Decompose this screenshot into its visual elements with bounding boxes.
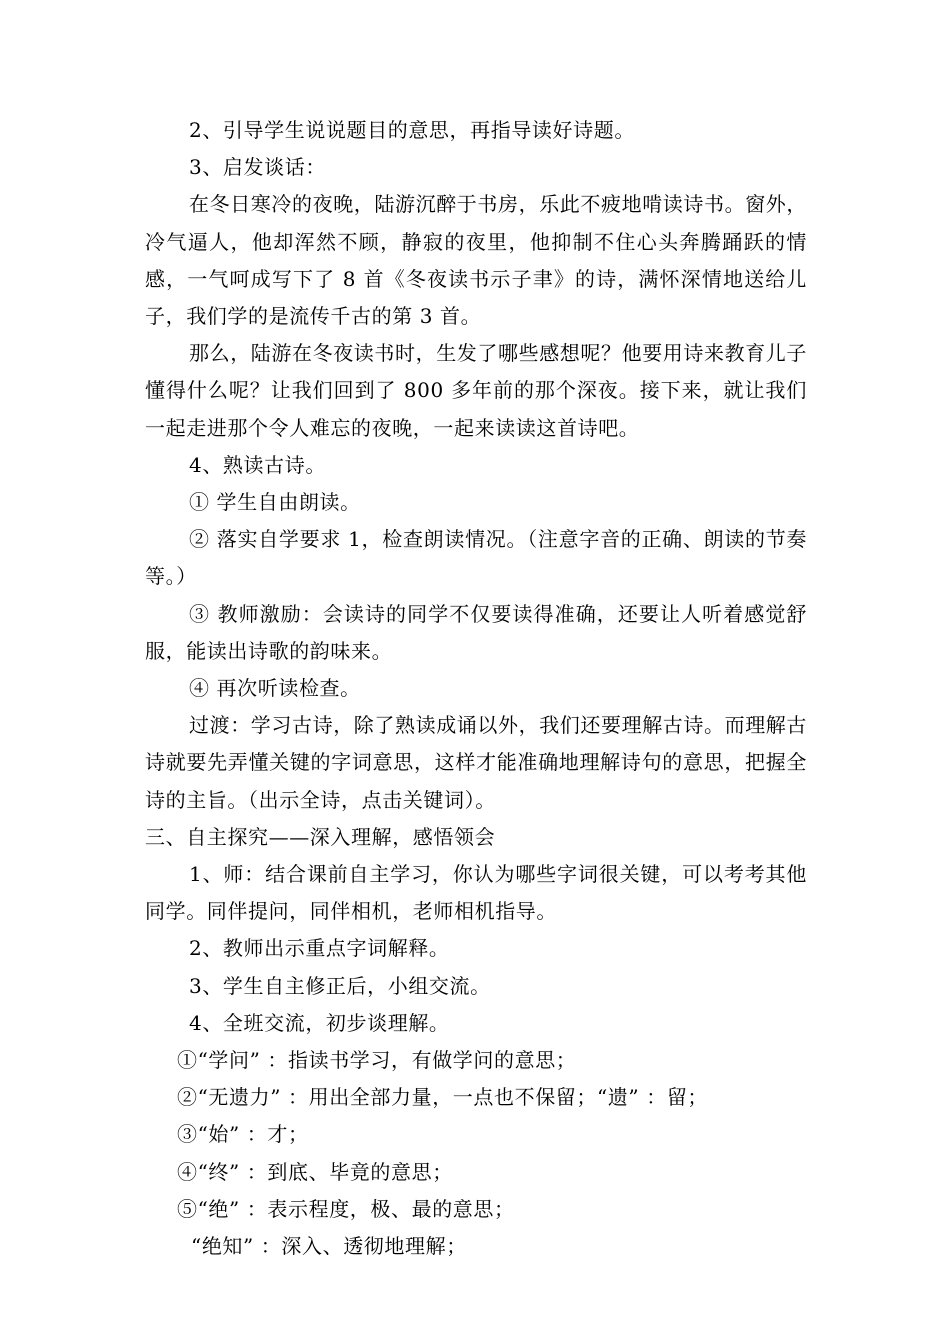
term-zhong: ④“终” ：到底、毕竟的意思； bbox=[177, 1159, 453, 1184]
section-heading-3: 三、自主探究——深入理解，感悟领会 bbox=[145, 824, 496, 849]
paragraph-step-4: 4、熟读古诗。 bbox=[189, 452, 326, 477]
term-wuyili: ②“无遗力” ：用出全部力量，一点也不保留；“遗” ：留； bbox=[177, 1085, 709, 1110]
paragraph-explore-1: 1、师：结合课前自主学习，你认为哪些字词很关键，可以考考其他同学。同伴提问，同伴相机，老师相机指导。 bbox=[145, 862, 807, 924]
term-shi: ③“始” ：才； bbox=[177, 1122, 309, 1147]
term-jue: ⑤“绝” ：表示程度，极、最的意思； bbox=[177, 1196, 515, 1221]
paragraph-transition: 过渡：学习古诗，除了熟读成诵以外，我们还要理解古诗。而理解古诗就要先弄懂关键的字词意思，这样才能准确地理解诗句的意思，把握全诗的主旨。（出示全诗，点击关键词）。 bbox=[145, 713, 807, 812]
term-juezhi: “绝知” ：深入、透彻地理解； bbox=[191, 1234, 467, 1259]
paragraph-explore-2: 2、教师出示重点字词解释。 bbox=[189, 936, 450, 961]
document-body bbox=[145, 112, 807, 1265]
paragraph-sub-1: ① 学生自由朗读。 bbox=[189, 490, 361, 515]
paragraph-sub-3: ③ 教师激励：会读诗的同学不仅要读得准确，还要让人听着感觉舒服，能读出诗歌的韵味来。 bbox=[145, 601, 807, 663]
paragraph-question: 那么，陆游在冬夜读书时，生发了哪些感想呢？他要用诗来教育儿子懂得什么呢？让我们回到了 800 多年前的那个深夜。接下来，就让我们一起走进那个令人难忘的夜晚，一起来读读这首诗吧。 bbox=[145, 341, 807, 440]
paragraph-step-2: 2、引导学生说说题目的意思，再指导读好诗题。 bbox=[189, 118, 635, 142]
paragraph-step-3: 3、启发谈话： bbox=[189, 155, 326, 180]
paragraph-sub-4: ④ 再次听读检查。 bbox=[189, 676, 361, 701]
paragraph-sub-2: ② 落实自学要求 1，检查朗读情况。（注意字音的正确、朗读的节奏等。） bbox=[145, 527, 807, 589]
paragraph-explore-3: 3、学生自主修正后，小组交流。 bbox=[189, 973, 491, 998]
term-xuewen: ①“学问” ：指读书学习，有做学问的意思； bbox=[177, 1048, 577, 1073]
paragraph-intro-story: 在冬日寒冷的夜晚，陆游沉醉于书房，乐此不疲地啃读诗书。窗外，冷气逼人，他却浑然不顾，静寂的夜里，他抑制不住心头奔腾踊跃的情感，一气呵成写下了 8 首《冬夜读书示子聿》的诗，满怀深情地送给儿子，我们学的是流传千古的第 3 首。 bbox=[145, 192, 807, 329]
paragraph-explore-4: 4、全班交流，初步谈理解。 bbox=[189, 1010, 450, 1035]
